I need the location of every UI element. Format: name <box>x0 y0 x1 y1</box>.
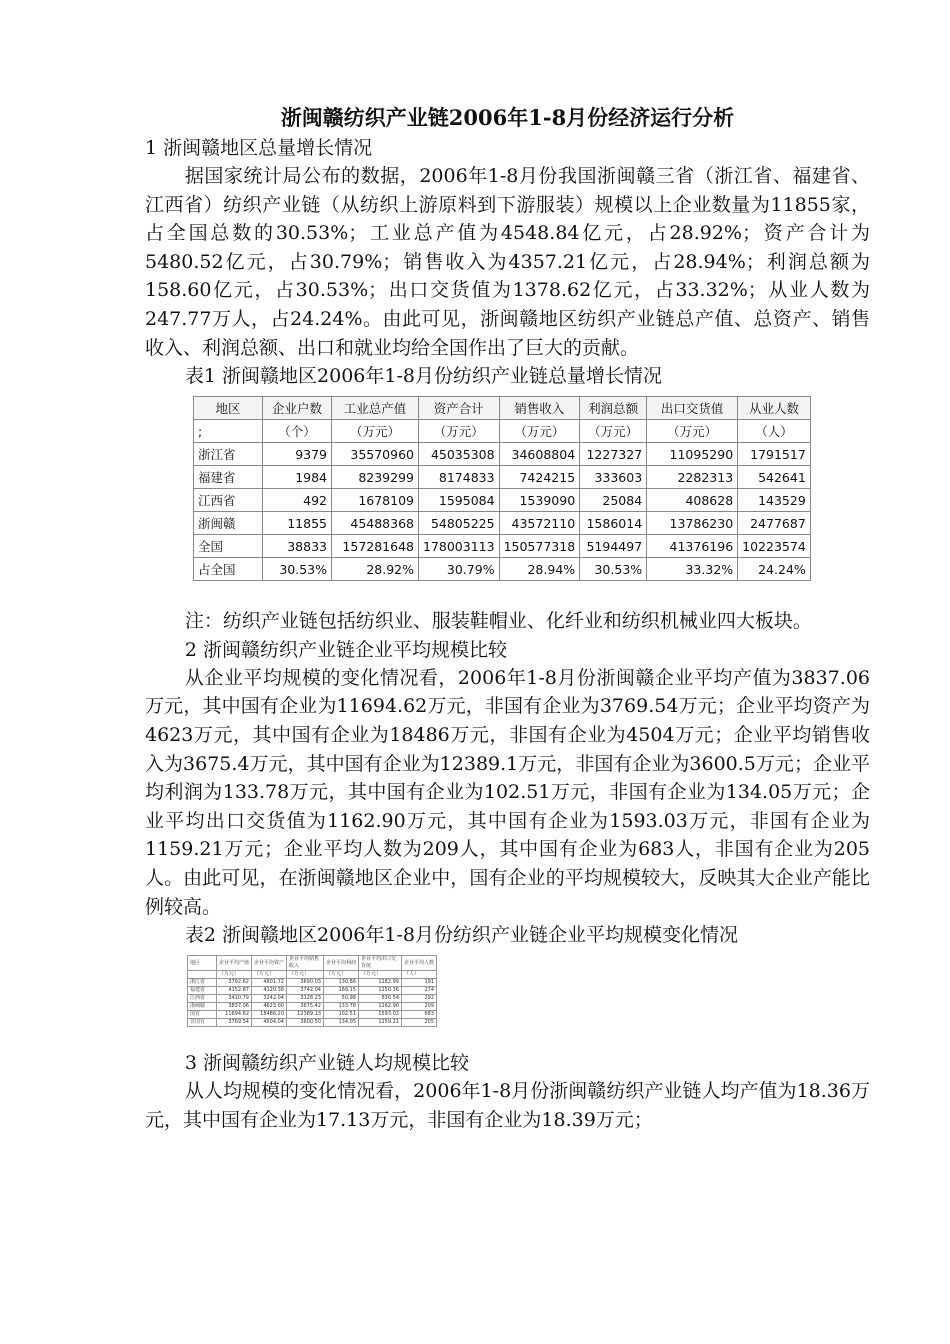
table1-cell: 54805225 <box>419 512 500 535</box>
table2-cell: 168.15 <box>324 987 359 995</box>
table1-header: 出口交货值 <box>647 397 738 420</box>
table2-unit: （万元） <box>217 971 252 979</box>
table1-cell: 38833 <box>263 535 332 558</box>
table1-cell: 1791517 <box>738 443 811 466</box>
table-row <box>194 558 811 581</box>
table2-cell: 1162.90 <box>359 1003 402 1011</box>
table2-cell: 1159.21 <box>359 1019 402 1027</box>
table2-cell: 1593.03 <box>359 1011 402 1019</box>
table2-cell: 18486.20 <box>252 1011 287 1019</box>
table2-cell: 3690.03 <box>287 979 324 987</box>
table1-cell: 2282313 <box>647 466 738 489</box>
table2-cell: 4623.00 <box>252 1003 287 1011</box>
table2-unit <box>188 971 217 979</box>
table2-cell: 1182.99 <box>359 979 402 987</box>
table-row <box>194 489 811 512</box>
table2-cell: 3128.23 <box>287 995 324 1003</box>
table1-unit: （万元） <box>419 420 500 443</box>
table1-cell: 1227327 <box>580 443 647 466</box>
table1-header: 企业户数 <box>263 397 332 420</box>
table1-cell: 5194497 <box>580 535 647 558</box>
spacer <box>145 581 870 607</box>
table2-cell: 191 <box>402 979 437 987</box>
table1-cell: 1678109 <box>332 489 419 512</box>
table1-unit: （万元） <box>647 420 738 443</box>
table2-cell: 4504.04 <box>252 1019 287 1027</box>
table2-region-cell: 浙闽赣 <box>188 1003 217 1011</box>
table1-unit: （万元） <box>499 420 580 443</box>
table1-cell: 8174833 <box>419 466 500 489</box>
table1-cell: 28.94% <box>499 558 580 581</box>
table1-cell: 1539090 <box>499 489 580 512</box>
table2-cell: 292 <box>402 995 437 1003</box>
table2 <box>187 955 437 1027</box>
table2-cell: 134.05 <box>324 1019 359 1027</box>
table2-header: 企业平均利润 <box>324 956 359 971</box>
table1-cell: 28.92% <box>332 558 419 581</box>
table1-cell: 178003113 <box>419 535 500 558</box>
table1-cell: 1984 <box>263 466 332 489</box>
table2-unit: （人） <box>402 971 437 979</box>
table1-cell: 408628 <box>647 489 738 512</box>
table1-cell: 143529 <box>738 489 811 512</box>
table2-header: 企业平均出口交货值 <box>359 956 402 971</box>
table1-cell: 157281648 <box>332 535 419 558</box>
table1-cell: 542641 <box>738 466 811 489</box>
table1-cell: 333603 <box>580 466 647 489</box>
section1-paragraph: 据国家统计局公布的数据，2006年1-8月份我国浙闽赣三省（浙江省、福建省、江西省）纺织产业链（从纺织上游原料到下游服装）规模以上企业数量为11855家，占全国总数的30.53%；工业总产值为4548.84亿元，占28.92%；资产合计为5480.52亿元，占30.79%；销售收入为4357.21亿元，占28.94%；利润总额为158.60亿元，占30.53%；出口交货值为1378.62亿元，占33.32%；从业人数为247.77万人，占24.24%。由此可见，浙闽赣地区纺织产业链总产值、总资产、销售收入、利润总额、出口和就业均给全国作出了巨大的贡献。 <box>145 165 870 359</box>
table2-cell: 4152.87 <box>217 987 252 995</box>
table2-header: 企业平均销售收入 <box>287 956 324 971</box>
table1-cell: 13786230 <box>647 512 738 535</box>
table1-cell: 11095290 <box>647 443 738 466</box>
table2-unit: （万元） <box>287 971 324 979</box>
table1-unit: （万元） <box>332 420 419 443</box>
table1-unit-row <box>194 420 811 443</box>
document-page <box>145 102 870 1134</box>
table2-region-cell: 非国有 <box>188 1019 217 1027</box>
table1-cell: 150577318 <box>499 535 580 558</box>
table2-cell: 12389.13 <box>287 1011 324 1019</box>
table1-header: 工业总产值 <box>332 397 419 420</box>
table1-cell: 30.53% <box>263 558 332 581</box>
table1-region-cell: 浙江省 <box>194 443 263 466</box>
document-title: 浙闽赣纺织产业链2006年1-8月份经济运行分析 <box>280 105 735 130</box>
table1-cell: 30.53% <box>580 558 647 581</box>
table1-cell: 9379 <box>263 443 332 466</box>
table-row <box>194 512 811 535</box>
table-row <box>188 1019 437 1027</box>
table2-cell: 4120.38 <box>252 987 287 995</box>
table1-cell: 43572110 <box>499 512 580 535</box>
table2-cell: 683 <box>402 1011 437 1019</box>
table1-cell: 2477687 <box>738 512 811 535</box>
table1-cell: 7424215 <box>499 466 580 489</box>
table1-region-cell: 占全国 <box>194 558 263 581</box>
table2-cell: 102.51 <box>324 1011 359 1019</box>
table2-header: 企业平均人数 <box>402 956 437 971</box>
table1-cell: 45035308 <box>419 443 500 466</box>
section3-paragraph: 从人均规模的变化情况看，2006年1-8月份浙闽赣纺织产业链人均产值为18.36万元，其中国有企业为17.13万元，非国有企业为18.39万元； <box>145 1080 870 1131</box>
table1-cell: 1595084 <box>419 489 500 512</box>
table1-cell: 492 <box>263 489 332 512</box>
table2-region-cell: 国有 <box>188 1011 217 1019</box>
table2-unit: （万元） <box>324 971 359 979</box>
table2-header: 地区 <box>188 956 217 971</box>
table2-cell: 274 <box>402 987 437 995</box>
table-row <box>194 466 811 489</box>
table1-header: 地区 <box>194 397 263 420</box>
table1-region-cell: 浙闽赣 <box>194 512 263 535</box>
table1-cell: 11855 <box>263 512 332 535</box>
section2-paragraph: 从企业平均规模的变化情况看，2006年1-8月份浙闽赣企业平均产值为3837.06万元，其中国有企业为11694.62万元，非国有企业为3769.54万元；企业平均资产为4623万元，其中国有企业为18486万元，非国有企业为4504万元；企业平均销售收入为3675.4万元，其中国有企业为12389.1万元，非国有企业为3600.5万元；企业平均利润为133.78万元，其中国有企业为102.51万元，非国有企业为134.05万元；企业平均出口交货值为1162.90万元，其中国有企业为1593.03万元，非国有企业为1159.21万元；企业平均人数为209人，其中国有企业为683人，非国有企业为205人。由此可见，在浙闽赣地区企业中，国有企业的平均规模较大，反映其大企业产能比例较高。 <box>145 666 870 918</box>
table2-cell: 3675.42 <box>287 1003 324 1011</box>
table1 <box>193 396 811 581</box>
table1-region-cell: 福建省 <box>194 466 263 489</box>
table1-unit: （万元） <box>580 420 647 443</box>
table1-unit: （人） <box>738 420 811 443</box>
table1-header: 资产合计 <box>419 397 500 420</box>
note-paragraph: 注：纺织产业链包括纺织业、服装鞋帽业、化纤业和纺织机械业四大板块。 <box>184 610 812 633</box>
section3-heading: 3 浙闽赣纺织产业链人均规模比较 <box>184 1052 470 1075</box>
table-row <box>194 535 811 558</box>
table2-cell: 133.78 <box>324 1003 359 1011</box>
table-row <box>188 987 437 995</box>
table2-cell: 3600.50 <box>287 1019 324 1027</box>
table2-cell: 3792.62 <box>217 979 252 987</box>
table2-caption: 表2 浙闽赣地区2006年1-8月份纺织产业链企业平均规模变化情况 <box>184 924 738 947</box>
table-row <box>188 1011 437 1019</box>
section2-heading: 2 浙闽赣纺织产业链企业平均规模比较 <box>184 638 508 661</box>
table1-cell: 30.79% <box>419 558 500 581</box>
table2-cell: 130.86 <box>324 979 359 987</box>
table-row <box>188 995 437 1003</box>
table1-unit: ; <box>194 420 263 443</box>
table1-cell: 24.24% <box>738 558 811 581</box>
table1-header: 从业人数 <box>738 397 811 420</box>
table2-cell: 3410.79 <box>217 995 252 1003</box>
table1-cell: 10223574 <box>738 535 811 558</box>
table2-cell: 830.54 <box>359 995 402 1003</box>
table2-region-cell: 江西省 <box>188 995 217 1003</box>
spacer <box>145 1027 870 1049</box>
table2-cell: 205 <box>402 1019 437 1027</box>
table1-header: 利润总额 <box>580 397 647 420</box>
table-row <box>188 979 437 987</box>
table2-cell: 50.98 <box>324 995 359 1003</box>
table2-cell: 4801.72 <box>252 979 287 987</box>
table1-caption: 表1 浙闽赣地区2006年1-8月份纺织产业链总量增长情况 <box>184 365 662 388</box>
table1-cell: 25084 <box>580 489 647 512</box>
table2-cell: 3837.06 <box>217 1003 252 1011</box>
table2-cell: 3769.54 <box>217 1019 252 1027</box>
table2-unit: （万元） <box>359 971 402 979</box>
table1-region-cell: 江西省 <box>194 489 263 512</box>
table2-cell: 3742.04 <box>287 987 324 995</box>
table2-region-cell: 浙江省 <box>188 979 217 987</box>
table2-region-cell: 福建省 <box>188 987 217 995</box>
table2-cell: 209 <box>402 1003 437 1011</box>
table2-unit-row <box>188 971 437 979</box>
table2-cell: 11694.62 <box>217 1011 252 1019</box>
table2-header-row <box>188 956 437 971</box>
table2-cell: 3242.04 <box>252 995 287 1003</box>
table1-header-row <box>194 397 811 420</box>
table1-unit: （个） <box>263 420 332 443</box>
table-row <box>188 1003 437 1011</box>
table1-cell: 1586014 <box>580 512 647 535</box>
table1-cell: 35570960 <box>332 443 419 466</box>
section1-heading: 1 浙闽赣地区总量增长情况 <box>145 137 373 159</box>
table2-header: 企业平均资产 <box>252 956 287 971</box>
table1-cell: 45488368 <box>332 512 419 535</box>
table1-header: 销售收入 <box>499 397 580 420</box>
table-row <box>194 443 811 466</box>
table1-cell: 41376196 <box>647 535 738 558</box>
table1-cell: 34608804 <box>499 443 580 466</box>
table2-cell: 1150.36 <box>359 987 402 995</box>
table1-cell: 8239299 <box>332 466 419 489</box>
table1-cell: 33.32% <box>647 558 738 581</box>
table2-unit: （万元） <box>252 971 287 979</box>
table2-header: 企业平均产值 <box>217 956 252 971</box>
table1-region-cell: 全国 <box>194 535 263 558</box>
